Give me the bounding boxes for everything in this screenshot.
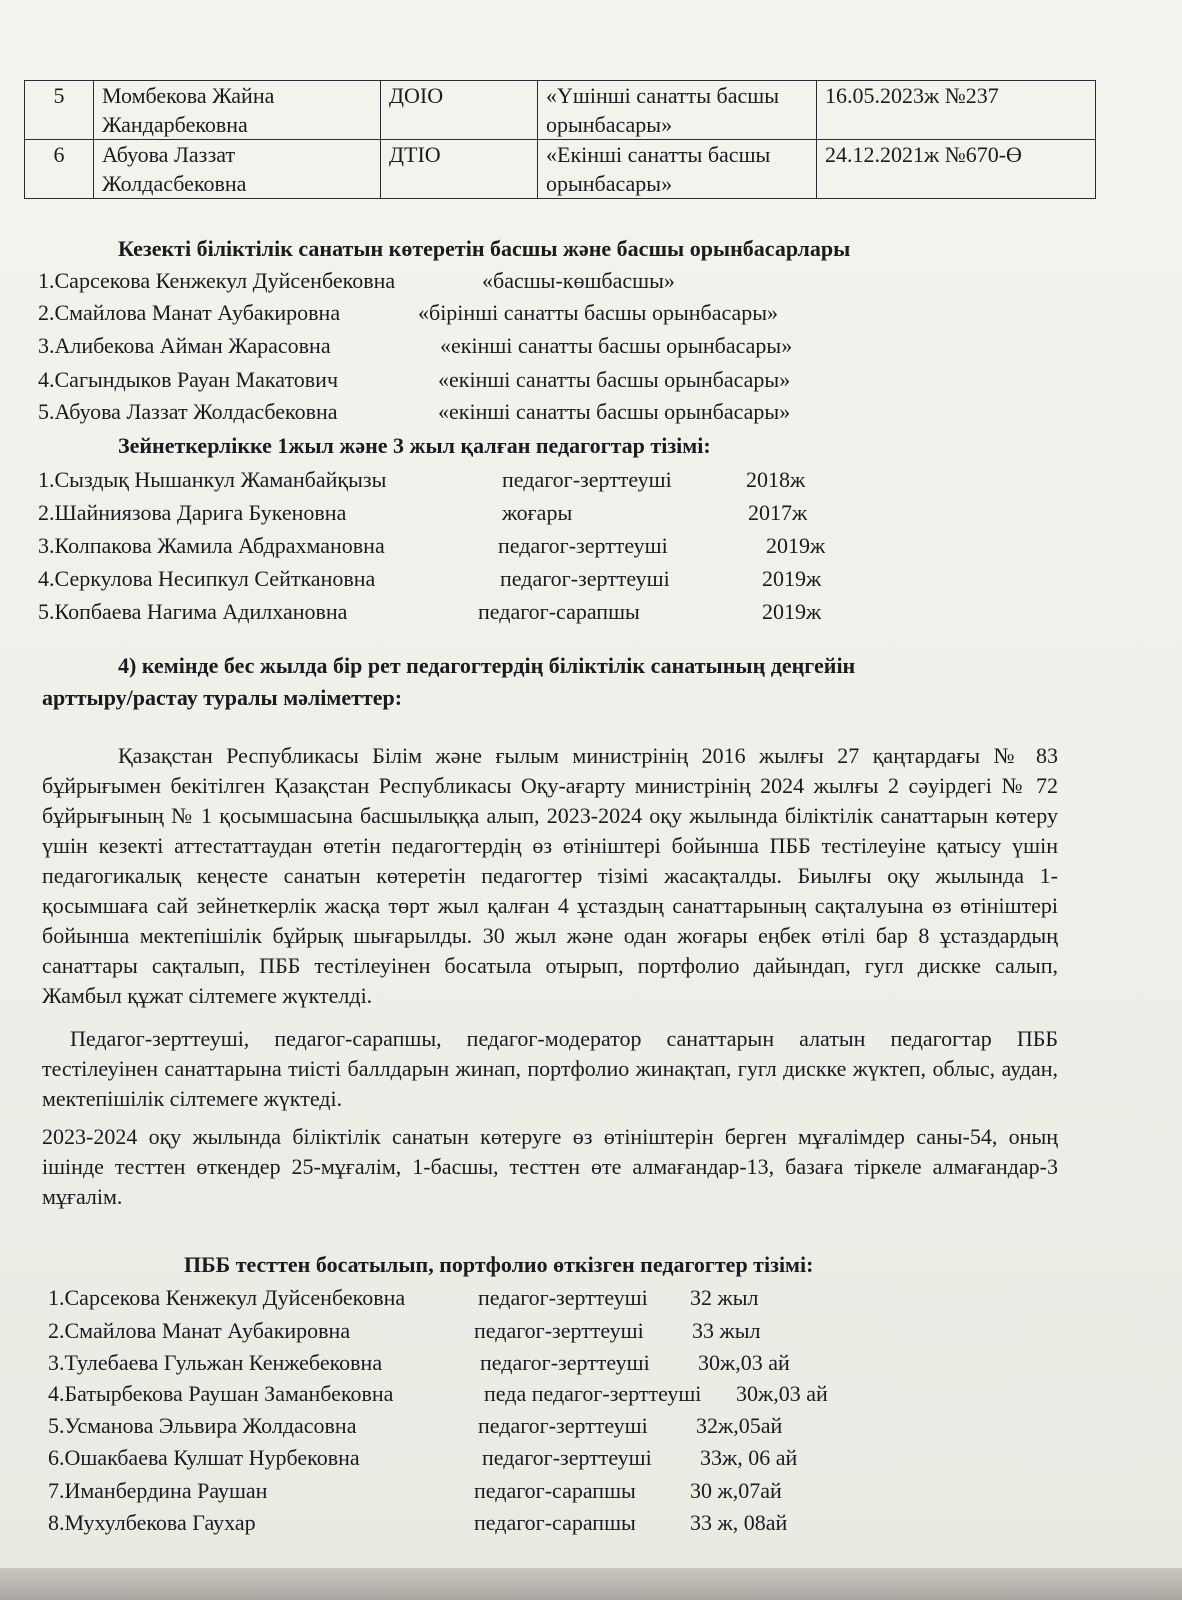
item-category: педагог-зерттеуші (478, 1413, 648, 1438)
table-row (25, 81, 1096, 140)
item-name: 1.Сарсекова Кенжекул Дуйсенбековна (48, 1285, 406, 1310)
list-item (38, 533, 826, 559)
list-item (38, 333, 793, 359)
item-name: 1.Сарсекова Кенжекул Дуйсенбековна (38, 268, 396, 293)
item-category: педагог-зерттеуші (478, 1285, 648, 1310)
item-name: 1.Сыздық Нышанкул Жаманбайқызы (38, 467, 387, 492)
item-experience: 33 ж, 08ай (690, 1510, 788, 1535)
item-category: «бірінші санатты басшы орынбасары» (418, 300, 779, 325)
section-heading: Кезекті біліктілік санатын көтеретін басшы және басшы орынбасарлары (118, 236, 851, 261)
list-item (38, 566, 822, 592)
item-experience: 32ж,05ай (696, 1413, 783, 1438)
paragraph: Қазақстан Республикасы Білім және ғылым министрінің 2016 жылғы 27 қаңтардағы № 83 бұйрығымен бекітілген Қазақстан Республикасы Оқу-ағарту министрінің 2024 жылғы 2 сәуірдегі № 72 бұйрығының № 1 қосымшасына басшылыққа алып, 2023-2024 оқу жылында біліктілік санаттарын көтеру үшін кезекті аттестаттаудан өтетін педагогтердің өз өтініштері бойынша ПББ тестілеуіне қатысу үшін педагогикалық кеңесте санатын көтеретін педагогтер тізімі жасақталды. Биылғы оқу жылында 1-қосымшаға сай зейнеткерлік жасқа төрт жыл қалған 4 ұстаздың санаттарының сақталуына өз өтініштері бойынша мектепішілік бұйрық шығарылды. 30 жыл және одан жоғары еңбек өтілі бар 8 ұстаздардың санаттары сақталып, ПББ тестілеуінен босатыла отырып, портфолио дайындап, гугл дискке салып, Жамбыл құжат сілтемеге жүктелді. (42, 743, 1058, 1008)
employee-name: Абуова Лаззат Жолдасбековна (94, 140, 381, 199)
item-category: педагог-сарапшы (474, 1510, 636, 1535)
employee-name: Момбекова Жайна Жандарбековна (94, 81, 381, 140)
row-number: 5 (25, 81, 94, 140)
item-category: педа педагог-зерттеуші (484, 1381, 702, 1406)
item-experience: 33ж, 06 ай (700, 1445, 798, 1470)
item-category: педагог-зерттеуші (498, 533, 668, 558)
item-name: 4.Батырбекова Раушан Заманбековна (48, 1381, 394, 1406)
item-category: «басшы-көшбасшы» (482, 268, 675, 293)
staff-table (24, 80, 1096, 199)
list-item (38, 467, 806, 493)
list-item (38, 300, 779, 326)
item-category: «екінші санатты басшы орынбасары» (440, 333, 793, 358)
list-item (38, 268, 675, 294)
item-name: 8.Мухулбекова Гаухар (48, 1510, 256, 1535)
list-item (38, 599, 822, 625)
list-item (48, 1350, 790, 1376)
list-item (48, 1318, 761, 1344)
item-name: 5.Копбаева Нагима Адилхановна (38, 599, 348, 624)
item-name: 2.Шайниязова Дарига Букеновна (38, 500, 347, 525)
item-name: 6.Ошакбаева Кулшат Нурбековна (48, 1445, 360, 1470)
item-year: 2019ж (766, 533, 826, 558)
list-item (48, 1478, 782, 1504)
item-experience: 33 жыл (692, 1318, 761, 1343)
item-category: жоғары (502, 500, 573, 525)
list-item (38, 399, 791, 425)
item-experience: 30ж,03 ай (698, 1350, 790, 1375)
list-item (48, 1381, 828, 1407)
item-name: 5.Усманова Эльвира Жолдасовна (48, 1413, 357, 1438)
list-item (38, 367, 791, 393)
item-category: педагог-зерттеуші (500, 566, 670, 591)
category: «Үшінші санатты басшы орынбасары» (538, 81, 817, 140)
item-category: педагог-зерттеуші (502, 467, 672, 492)
item-category: педагог-зерттеуші (482, 1445, 652, 1470)
item-name: 3.Колпакова Жамила Абдрахмановна (38, 533, 385, 558)
order-info: 16.05.2023ж №237 (817, 81, 1096, 140)
paragraph: 2023-2024 оқу жылында біліктілік санатын көтеруге өз өтініштерін берген мұғалімдер саны-54, оның ішінде тесттен өткендер 25-мұғалім, 1-басшы, тесттен өте алмағандар-13, базаға тіркеле алмағандар-3 мұғалім. (42, 1124, 1058, 1209)
paragraph: Педагог-зерттеуші, педагог-сарапшы, педагог-модератор санаттарын алатын педагогтар ПББ тестілеуінен санаттарына тиісті баллдарын жинап, портфолио жинақтап, гугл дискке жүктеп, облыс, аудан, мектепішілік сілтемеге жүктеді. (42, 1026, 1058, 1111)
list-item (48, 1285, 759, 1311)
item-name: 2.Смайлова Манат Аубакировна (48, 1318, 351, 1343)
list-item (48, 1445, 798, 1471)
department: ДОІО (381, 81, 538, 140)
item-name: 4.Сагындыков Рауан Макатович (38, 367, 339, 392)
category: «Екінші санатты басшы орынбасары» (538, 140, 817, 199)
item-name: 3.Тулебаева Гульжан Кенжебековна (48, 1350, 383, 1375)
item-name: 4.Серкулова Несипкул Сейткановна (38, 566, 376, 591)
item-year: 2019ж (762, 599, 822, 624)
item-experience: 30ж,03 ай (736, 1381, 828, 1406)
section-heading: 4) кемінде бес жылда бір рет педагогтердің біліктілік санатының деңгейін (118, 653, 856, 678)
list-item (48, 1510, 788, 1536)
table-row (25, 140, 1096, 199)
item-category: педагог-сарапшы (474, 1478, 636, 1503)
item-year: 2017ж (748, 500, 808, 525)
section-heading: Зейнеткерлікке 1жыл және 3 жыл қалған педагогтар тізімі: (118, 433, 711, 458)
order-info: 24.12.2021ж №670-Ө (817, 140, 1096, 199)
item-category: «екінші санатты басшы орынбасары» (438, 367, 791, 392)
item-year: 2018ж (746, 467, 806, 492)
item-category: педагог-зерттеуші (474, 1318, 644, 1343)
item-name: 2.Смайлова Манат Аубакировна (38, 300, 341, 325)
list-item (48, 1413, 783, 1439)
item-experience: 30 ж,07ай (690, 1478, 782, 1503)
item-name: 7.Иманбердина Раушан (48, 1478, 268, 1503)
item-category: педагог-сарапшы (478, 599, 640, 624)
item-category: педагог-зерттеуші (480, 1350, 650, 1375)
row-number: 6 (25, 140, 94, 199)
page-bottom-edge (0, 1568, 1182, 1600)
item-category: «екінші санатты басшы орынбасары» (438, 399, 791, 424)
item-name: 3.Алибекова Айман Жарасовна (38, 333, 331, 358)
item-experience: 32 жыл (690, 1285, 759, 1310)
section-heading: ПББ тесттен босатылып, портфолио өткізген педагогтер тізімі: (184, 1252, 814, 1277)
section-heading: арттыру/растау туралы мәліметтер: (42, 685, 403, 710)
list-item (38, 500, 808, 526)
item-name: 5.Абуова Лаззат Жолдасбековна (38, 399, 338, 424)
item-year: 2019ж (762, 566, 822, 591)
department: ДТІО (381, 140, 538, 199)
